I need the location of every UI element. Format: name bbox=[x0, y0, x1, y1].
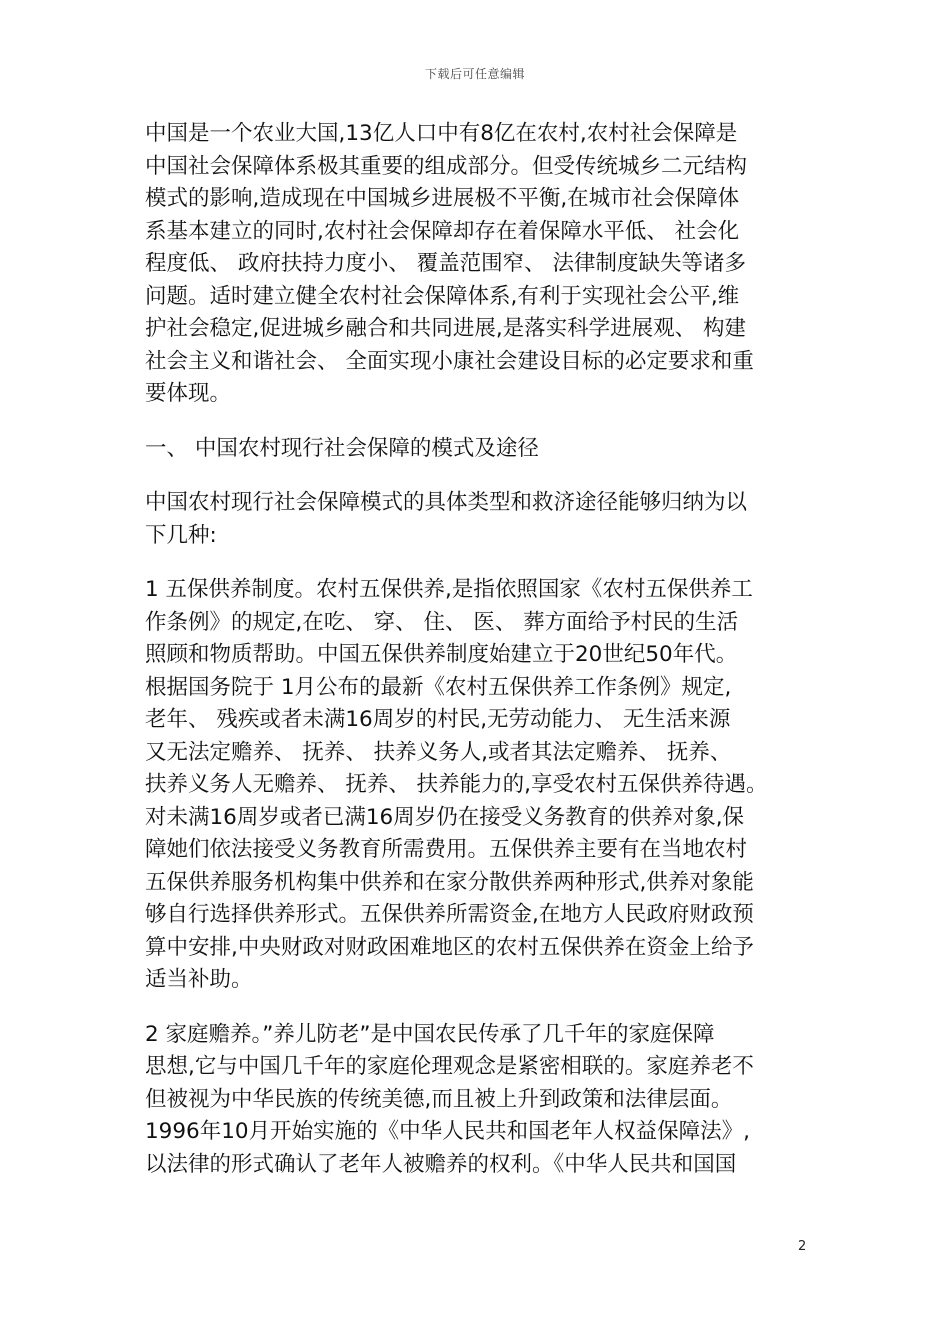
text-line: 又无法定赡养、 抚养、 扶养义务人,或者其法定赡养、 抚养、 bbox=[145, 739, 732, 765]
text-line: 思想,它与中国几千年的家庭伦理观念是紧密相联的。家庭养老不 bbox=[145, 1054, 754, 1079]
page-header: 下载后可任意编辑 bbox=[424, 67, 525, 81]
text-line: 老年、 残疾或者未满16周岁的村民,无劳动能力、 无生活来源 bbox=[145, 707, 731, 732]
text-line: 系基本建立的同时,农村社会保障却存在着保障水平低、 社会化 bbox=[145, 218, 740, 244]
text-line: 社会主义和谐社会、 全面实现小康社会建设目标的必定要求和重 bbox=[145, 348, 754, 374]
text-line: 护社会稳定,促进城乡融合和共同进展,是落实科学进展观、 构建 bbox=[145, 316, 747, 341]
text-line: 要体现。 bbox=[145, 381, 232, 406]
paragraph-family-support bbox=[145, 1019, 810, 1182]
section-heading bbox=[145, 433, 810, 466]
text-line: 对未满16周岁或者已满16周岁仍在接受义务教育的供养对象,保 bbox=[145, 804, 745, 830]
paragraph-overview bbox=[145, 487, 810, 552]
text-line: 2 家庭赡养。”养儿防老”是中国农民传承了几千年的家庭保障 bbox=[145, 1021, 715, 1047]
text-line: 适当补助。 bbox=[145, 967, 253, 992]
text-line: 1996年10月开始实施的《中华人民共和国老年人权益保障法》, bbox=[145, 1119, 750, 1144]
text-line: 以法律的形式确认了老年人被赡养的权利。《中华人民共和国国 bbox=[145, 1151, 737, 1177]
text-line: 够自行选择供养形式。五保供养所需资金,在地方人民政府财政预 bbox=[145, 902, 754, 927]
paragraph-intro bbox=[145, 118, 810, 411]
text-line: 模式的影响,造成现在中国城乡进展极不平衡,在城市社会保障体 bbox=[145, 186, 740, 211]
text-line: 根据国务院于 1月公布的最新《农村五保供养工作条例》规定, bbox=[145, 674, 732, 700]
text-line: 中国社会保障体系极其重要的组成部分。但受传统城乡二元结构 bbox=[145, 153, 748, 179]
text-line: 照顾和物质帮助。中国五保供养制度始建立于20世纪50年代。 bbox=[145, 642, 738, 667]
text-line: 算中安排,中央财政对财政困难地区的农村五保供养在资金上给予 bbox=[145, 934, 754, 960]
text-line: 程度低、 政府扶持力度小、 覆盖范围窄、 法律制度缺失等诸多 bbox=[145, 251, 747, 276]
text-line: 扶养义务人无赡养、 抚养、 扶养能力的,享受农村五保供养待遇。 bbox=[145, 772, 768, 797]
text-line: 五保供养服务机构集中供养和在家分散供养两种形式,供养对象能 bbox=[145, 869, 754, 895]
text-line: 中国是一个农业大国,13亿人口中有8亿在农村,农村社会保障是 bbox=[145, 121, 738, 146]
text-line: 问题。适时建立健全农村社会保障体系,有利于实现社会公平,维 bbox=[145, 283, 740, 309]
text-line: 1 五保供养制度。农村五保供养,是指依照国家《农村五保供养工 bbox=[145, 577, 753, 602]
text-line: 下几种: bbox=[145, 522, 217, 548]
page-number: 2 bbox=[798, 1239, 807, 1254]
text-line: 作条例》的规定,在吃、 穿、 住、 医、 葬方面给予村民的生活 bbox=[145, 609, 739, 635]
text-line: 障她们依法接受义务教育所需费用。五保供养主要有在当地农村 bbox=[145, 837, 748, 862]
paragraph-five-guarantees bbox=[145, 574, 810, 997]
heading-line: 一、 中国农村现行社会保障的模式及途径 bbox=[145, 435, 539, 461]
document-body bbox=[145, 118, 810, 1181]
text-line: 中国农村现行社会保障模式的具体类型和救济途径能够归纳为以 bbox=[145, 490, 748, 515]
text-line: 但被视为中华民族的传统美德,而且被上升到政策和法律层面。 bbox=[145, 1086, 733, 1112]
